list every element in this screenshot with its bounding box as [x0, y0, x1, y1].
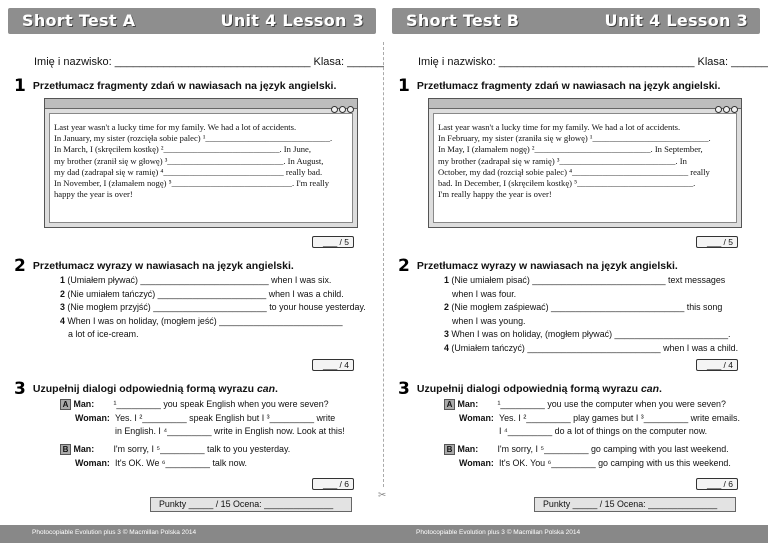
text-line[interactable]: In November, I (złamałem nogę) ⁵____________________________. I'm really	[54, 178, 330, 189]
test-a-title: Short Test A	[22, 11, 136, 30]
test-b-banner	[392, 8, 760, 34]
list-item[interactable]: 2 (Nie umiałem tańczyć) ______________________ when I was a child.	[60, 288, 344, 299]
dialog-label: A	[444, 399, 455, 410]
ex3-score-box[interactable]: ___ / 6	[696, 478, 738, 490]
text-line[interactable]: bad. In December, I (skręciłem kostkę) ⁵___________________________.	[438, 178, 696, 189]
test-a-ex1-window	[44, 98, 358, 228]
exercise-title: Przetłumacz wyrazy w nawiasach na język angielski.	[416, 260, 678, 272]
text-line[interactable]: In March, I (skręciłem kostkę) ²___________________________. In June,	[54, 144, 312, 155]
test-a-dialog-a	[60, 398, 345, 439]
copyright-text: Photocopiable Evolution plus 3 © Macmillan Polska 2014	[32, 529, 197, 536]
dialog-line[interactable]: A Man: ¹_________ you speak English when you were seven?	[60, 398, 345, 412]
text-line: happy the year is over!	[54, 189, 133, 200]
ex3-score-box[interactable]: ___ / 6	[312, 478, 354, 490]
text-line[interactable]: my brother (zranił się w głowę) ³___________________________. In August,	[54, 155, 324, 166]
text-line: Last year wasn't a lucky time for my family. We had a lot of accidents.	[438, 122, 681, 132]
name-label: Imię i nazwisko:	[34, 56, 112, 68]
footer-bar	[0, 525, 384, 543]
list-item[interactable]: 3 (Nie mogłem przyjść) _______________________ to your house yesterday.	[60, 302, 366, 313]
list-item: when I was young.	[452, 315, 526, 326]
dialog-line[interactable]: B Man: I'm sorry, I ⁵_________ go camping with you last weekend.	[444, 443, 731, 457]
ex1-score-box[interactable]: ___ / 5	[312, 236, 354, 248]
exercise-number: 1	[398, 76, 410, 96]
test-a-name-row	[34, 56, 384, 68]
text-line[interactable]: October, my dad (rozciął sobie palec) ⁴___________________________ really	[438, 166, 710, 177]
ex1-text-box	[49, 113, 353, 223]
test-a-dialog-b	[60, 443, 290, 470]
exercise-title: Uzupełnij dialogi odpowiednią formą wyrazu	[416, 383, 639, 395]
test-b-title: Short Test B	[406, 11, 520, 30]
exercise-title: Przetłumacz fragmenty zdań w nawiasach na język angielski.	[32, 80, 337, 92]
scissors-icon: ✂	[378, 490, 387, 501]
text-line[interactable]: In February, my sister (zraniła się w głowę) ¹___________________________.	[438, 133, 711, 144]
test-a-ex3-heading: 3 Uzupełnij dialogi odpowiednią formą wyrazu can.	[14, 379, 278, 399]
ex1-text-box	[433, 113, 737, 223]
test-a-ex1-heading	[14, 76, 336, 96]
test-a-ex2-items	[60, 274, 366, 342]
text-line[interactable]: my brother (zadrapał się w ramię) ³___________________________. In	[438, 155, 687, 166]
dialog-line[interactable]: A Man: ¹_________ you use the computer when you were seven?	[444, 398, 740, 412]
exercise-title: Uzupełnij dialogi odpowiednią formą wyrazu	[32, 383, 255, 395]
test-a-ex2-heading	[14, 256, 294, 276]
class-label: Klasa:	[313, 56, 345, 68]
text-line[interactable]: In January, my sister (rozcięła sobie palec) ¹_____________________________.	[54, 133, 333, 144]
name-blank[interactable]: ________________________________	[114, 56, 311, 68]
exercise-title-word: can	[640, 383, 660, 395]
dialog-line[interactable]: B Man: I'm sorry, I ⁵_________ talk to you yesterday.	[60, 443, 290, 457]
test-b-dialog-a	[444, 398, 740, 439]
exercise-number: 3	[398, 379, 410, 399]
total-score-bar[interactable]: Punkty _____ / 15 Ocena: ______________	[534, 497, 736, 512]
test-a-unit-lesson: Unit 4 Lesson 3	[220, 11, 364, 30]
dialog-label: B	[60, 444, 71, 455]
dialog-line[interactable]: Woman: Yes. I ²_________ play games but I ³_________ write emails.	[459, 412, 740, 423]
dialog-label: A	[60, 399, 71, 410]
test-b-ex3-heading: 3 Uzupełnij dialogi odpowiednią formą wyrazu can.	[398, 379, 662, 399]
exercise-number: 2	[14, 256, 26, 276]
dialog-line[interactable]: I ⁴_________ do a lot of things on the computer now.	[499, 426, 708, 437]
text-line[interactable]: my dad (zadrapał się w ramię) ⁴____________________________ really bad.	[54, 166, 323, 177]
total-score-bar[interactable]: Punkty _____ / 15 Ocena: ______________	[150, 497, 352, 512]
name-label: Imię i nazwisko:	[418, 56, 496, 68]
exercise-title: Przetłumacz fragmenty zdań w nawiasach na język angielski.	[416, 80, 721, 92]
list-item[interactable]: 2 (Nie mogłem zaśpiewać) ___________________________ this song	[444, 302, 723, 313]
dialog-line[interactable]: Woman: It's OK. We ⁶_________ talk now.	[75, 457, 247, 468]
name-blank[interactable]: ________________________________	[498, 56, 695, 68]
test-b-unit-lesson: Unit 4 Lesson 3	[604, 11, 748, 30]
list-item[interactable]: 4 When I was on holiday, (mogłem jeść) _________________________	[60, 315, 343, 326]
exercise-title: Przetłumacz wyrazy w nawiasach na język angielski.	[32, 260, 294, 272]
list-item: when I was four.	[452, 288, 517, 299]
test-b-ex2-items	[444, 274, 738, 356]
list-item[interactable]: 1 (Nie umiałem pisać) ___________________________ text messages	[444, 275, 726, 285]
test-b-name-row	[418, 56, 768, 68]
dialog-line[interactable]: Woman: Yes. I ²_________ speak English but I ³_________ write	[75, 412, 336, 423]
test-b-ex1-window	[428, 98, 742, 228]
test-b-dialog-b	[444, 443, 731, 470]
window-title-bar	[45, 99, 357, 109]
exercise-number: 3	[14, 379, 26, 399]
text-line[interactable]: In May, I (złamałem nogę) ²___________________________. In September,	[438, 144, 703, 155]
dialog-label: B	[444, 444, 455, 455]
class-blank[interactable]: ______	[347, 56, 384, 68]
dialog-line[interactable]: in English. I ⁴_________ write in English now. Look at this!	[115, 426, 345, 437]
list-item: a lot of ice-cream.	[68, 329, 139, 340]
test-a-banner	[8, 8, 376, 34]
class-blank[interactable]: ______	[731, 56, 768, 68]
ex1-score-box[interactable]: ___ / 5	[696, 236, 738, 248]
exercise-number: 1	[14, 76, 26, 96]
exercise-title-word: can	[256, 383, 276, 395]
text-line: Last year wasn't a lucky time for my family. We had a lot of accidents.	[54, 122, 297, 132]
footer-bar	[384, 525, 768, 543]
ex2-score-box[interactable]: ___ / 4	[312, 359, 354, 371]
list-item[interactable]: 1 (Umiałem pływać) __________________________ when I was six.	[60, 275, 332, 285]
class-label: Klasa:	[697, 56, 729, 68]
test-b-ex1-heading	[398, 76, 720, 96]
ex2-score-box[interactable]: ___ / 4	[696, 359, 738, 371]
list-item[interactable]: 3 When I was on holiday, (mogłem pływać) _______________________.	[444, 329, 731, 340]
copyright-text: Photocopiable Evolution plus 3 © Macmillan Polska 2014	[416, 529, 581, 536]
exercise-number: 2	[398, 256, 410, 276]
test-b-ex2-heading	[398, 256, 678, 276]
window-title-bar	[429, 99, 741, 109]
list-item[interactable]: 4 (Umiałem tańczyć) ___________________________ when I was a child.	[444, 342, 739, 353]
dialog-line[interactable]: Woman: It's OK. You ⁶_________ go camping with us this weekend.	[459, 457, 731, 468]
text-line: I'm really happy the year is over!	[438, 189, 552, 200]
short-test-b-page	[384, 0, 768, 543]
